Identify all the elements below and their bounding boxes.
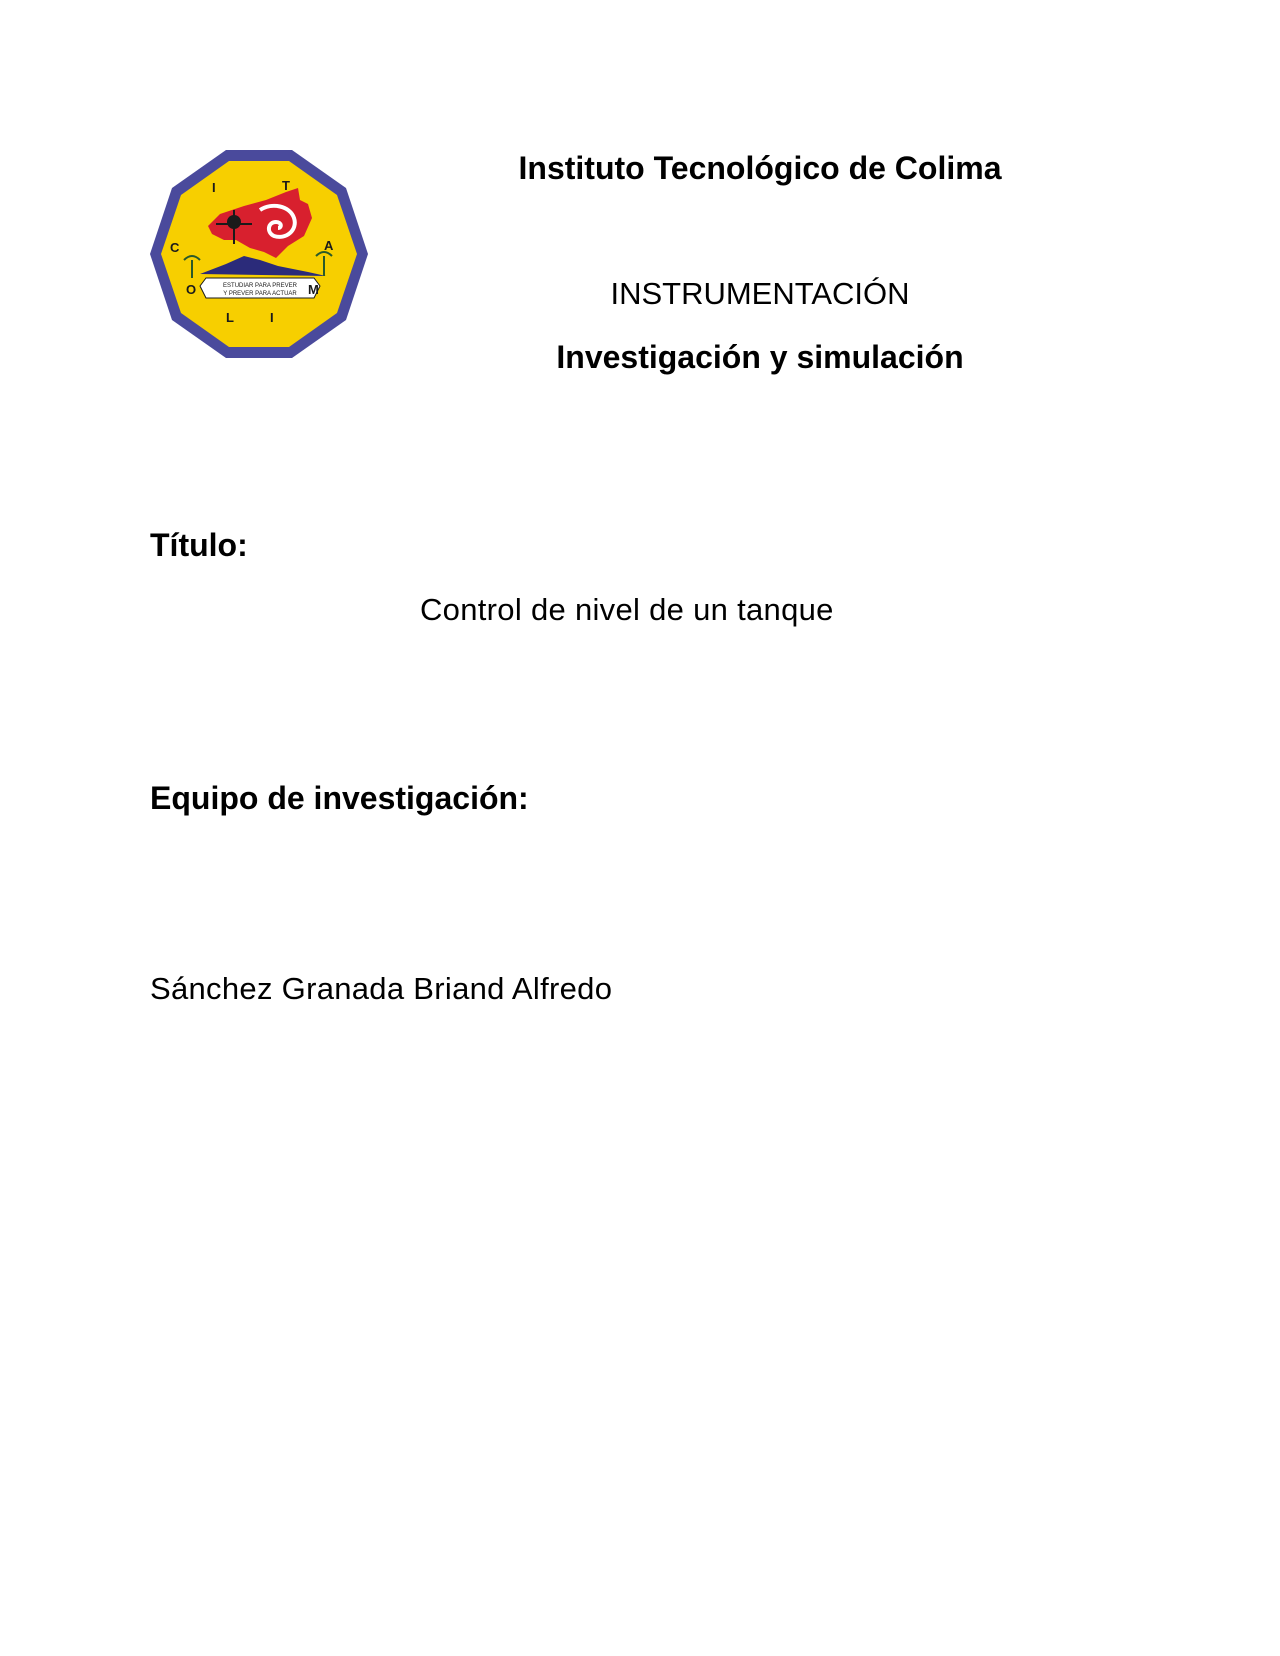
- logo-letter: O: [186, 282, 197, 297]
- logo-letter: I: [212, 180, 216, 195]
- course-name: INSTRUMENTACIÓN: [610, 276, 910, 311]
- logo-seal-icon: [148, 148, 370, 360]
- team-label: Equipo de investigación:: [150, 780, 529, 816]
- logo-letter: T: [282, 178, 290, 193]
- logo-letter: C: [170, 240, 180, 255]
- project-title: Control de nivel de un tanque: [420, 592, 834, 627]
- institution-name: Instituto Tecnológico de Colima: [518, 150, 1002, 186]
- title-label: Título:: [150, 527, 248, 563]
- logo-letter: L: [226, 310, 234, 325]
- document-subtitle: Investigación y simulación: [556, 339, 964, 375]
- logo-letter: M: [308, 282, 319, 297]
- logo-letter: A: [324, 238, 334, 253]
- logo-letter: I: [270, 310, 274, 325]
- team-member: Sánchez Granada Briand Alfredo: [150, 971, 613, 1006]
- institution-logo: [148, 148, 370, 360]
- logo-motto-line1: ESTUDIAR PARA PREVER: [223, 283, 297, 289]
- logo-motto-line2: Y PREVER PARA ACTUAR: [223, 291, 297, 297]
